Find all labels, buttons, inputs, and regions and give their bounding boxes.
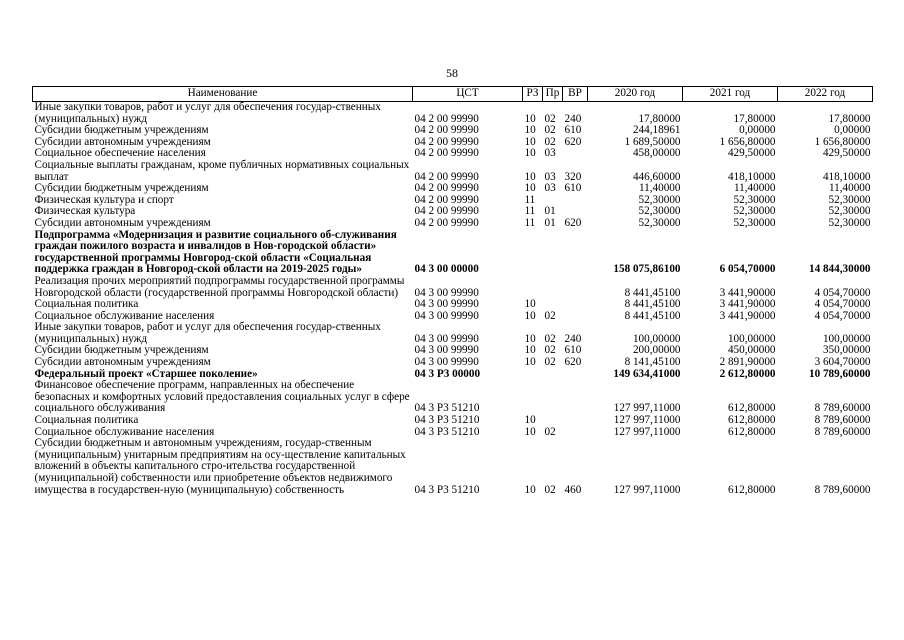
cell-2020: 100,00000 xyxy=(632,332,681,345)
table-row xyxy=(33,276,873,299)
cell-2021: 2 891,90000 xyxy=(719,356,776,369)
cell-2021: 11,40000 xyxy=(733,182,776,195)
cell-rz: 10 xyxy=(524,135,536,148)
cell-pr: 02 xyxy=(544,332,556,345)
cell-2022: 350,00000 xyxy=(822,344,871,357)
cell-pr xyxy=(543,380,563,415)
cell-cst: 04 3 00 99990 xyxy=(414,356,479,369)
cell-2021: 0,00000 xyxy=(739,124,776,137)
cell-vr xyxy=(563,415,588,427)
cell-vr: 240 xyxy=(564,112,582,125)
cell-cst: 04 2 00 99990 xyxy=(414,112,479,125)
cell-vr: 240 xyxy=(564,332,582,345)
header-year-2022: 2022 год xyxy=(778,87,873,102)
cell-2020: 52,30000 xyxy=(638,193,681,206)
cell-2022: 4 054,70000 xyxy=(814,286,871,299)
table-row xyxy=(33,183,873,195)
budget-table xyxy=(32,86,873,496)
cell-rz xyxy=(523,230,543,276)
cell-pr: 02 xyxy=(544,483,556,496)
cell-2020: 8 441,45100 xyxy=(624,309,681,322)
cell-name: Субсидии автономным учреждениям xyxy=(34,356,211,369)
cell-2022: 17,80000 xyxy=(828,112,871,125)
header-year-2020: 2020 год xyxy=(588,87,683,102)
cell-rz: 10 xyxy=(524,344,536,357)
cell-cst: 04 3 00 99990 xyxy=(414,344,479,357)
cell-2022: 8 789,60000 xyxy=(814,414,871,427)
cell-cst: 04 2 00 99990 xyxy=(414,205,479,218)
cell-vr: 610 xyxy=(564,182,582,195)
cell-2022: 0,00000 xyxy=(834,124,871,137)
cell-pr xyxy=(543,415,563,427)
cell-rz: 11 xyxy=(524,193,536,206)
cell-name: Иные закупки товаров, работ и услуг для обеспечения государ-ственных (муниципальных) нужд xyxy=(34,321,381,345)
cell-2022: 3 604,70000 xyxy=(814,356,871,369)
cell-name: Физическая культура xyxy=(34,205,136,218)
cell-cst: 04 2 00 99990 xyxy=(414,135,479,148)
cell-2020: 8 441,45100 xyxy=(624,298,681,311)
cell-cst: 04 3 00 99990 xyxy=(414,298,479,311)
cell-2021: 418,10000 xyxy=(727,170,776,183)
cell-2020: 244,18961 xyxy=(632,124,681,137)
cell-name: Федеральный проект «Старшее поколение» xyxy=(34,367,258,380)
cell-name: Социальная политика xyxy=(34,298,139,311)
cell-vr xyxy=(563,311,588,323)
cell-vr: 460 xyxy=(564,483,582,496)
cell-2022: 4 054,70000 xyxy=(814,298,871,311)
cell-2020: 127 997,11000 xyxy=(613,414,681,427)
cell-name: Иные закупки товаров, работ и услуг для обеспечения государ-ственных (муниципальных) нужд xyxy=(34,101,381,125)
cell-rz: 10 xyxy=(524,124,536,137)
cell-pr: 01 xyxy=(544,205,556,218)
cell-rz: 10 xyxy=(524,332,536,345)
header-rz: РЗ xyxy=(523,87,543,102)
cell-2021: 6 054,70000 xyxy=(719,263,776,276)
table-row xyxy=(33,160,873,183)
header-cst: ЦСТ xyxy=(413,87,523,102)
cell-vr: 610 xyxy=(564,344,582,357)
cell-rz: 10 xyxy=(524,309,536,322)
cell-pr: 02 xyxy=(544,344,556,357)
cell-2022: 4 054,70000 xyxy=(814,309,871,322)
cell-pr xyxy=(543,276,563,299)
cell-2021: 612,80000 xyxy=(727,425,776,438)
table-row xyxy=(33,322,873,345)
cell-vr: 620 xyxy=(564,356,582,369)
table-row xyxy=(33,438,873,496)
cell-2022: 52,30000 xyxy=(828,193,871,206)
cell-cst: 04 3 P3 51210 xyxy=(414,425,480,438)
table-body xyxy=(33,102,873,497)
cell-name: Субсидии бюджетным и автономным учреждениям, государ-ственным (муниципальным) унитарным предприятиям на осу-ществление капитальных вложений в объекты капитального стро-ительства государственной (муниципальной) собственности или приобретение объектов недвижимого имущества в государствен-ную (муниципальную) собственность xyxy=(34,437,406,496)
cell-cst: 04 3 00 99990 xyxy=(414,309,479,322)
cell-2022: 52,30000 xyxy=(828,216,871,229)
cell-2021: 612,80000 xyxy=(727,402,776,415)
table-row xyxy=(33,357,873,369)
cell-cst: 04 3 00 99990 xyxy=(414,332,479,345)
cell-rz: 11 xyxy=(524,205,536,218)
header-pr: Пр xyxy=(543,87,563,102)
cell-name: Социальная политика xyxy=(34,414,139,427)
cell-cst: 04 2 00 99990 xyxy=(414,193,479,206)
cell-2022: 1 656,80000 xyxy=(814,135,871,148)
cell-2021: 52,30000 xyxy=(733,193,776,206)
cell-vr xyxy=(563,427,588,439)
cell-vr xyxy=(563,230,588,276)
cell-2021: 1 656,80000 xyxy=(719,135,776,148)
cell-name: Подпрограмма «Модернизация и развитие социального об-служивания граждан пожилого возраста и инвалидов в Нов-городской области» государственной программы Новгород-ской области «Социальная поддержка граждан в Новгород-ской области на 2019-2025 годы» xyxy=(34,228,397,276)
header-year-2021: 2021 год xyxy=(683,87,778,102)
cell-pr: 02 xyxy=(544,425,556,438)
cell-rz xyxy=(523,380,543,415)
cell-2021: 450,00000 xyxy=(727,344,776,357)
cell-vr xyxy=(563,195,588,207)
cell-pr: 03 xyxy=(544,170,556,183)
cell-name: Социальные выплаты гражданам, кроме публичных нормативных социальных выплат xyxy=(34,158,410,183)
cell-2020: 446,60000 xyxy=(632,170,681,183)
cell-pr: 03 xyxy=(544,182,556,195)
cell-vr: 620 xyxy=(564,216,582,229)
cell-rz: 10 xyxy=(524,483,536,496)
table-header-row xyxy=(33,87,873,102)
cell-2022: 10 789,60000 xyxy=(808,367,871,380)
cell-2021: 52,30000 xyxy=(733,205,776,218)
cell-2021: 3 441,90000 xyxy=(719,298,776,311)
cell-name: Субсидии бюджетным учреждениям xyxy=(34,124,209,137)
cell-2022: 11,40000 xyxy=(828,182,871,195)
cell-rz: 10 xyxy=(524,356,536,369)
cell-cst: 04 3 00 00000 xyxy=(414,263,479,276)
cell-2020: 458,00000 xyxy=(632,147,681,160)
cell-rz: 10 xyxy=(524,112,536,125)
cell-2020: 127 997,11000 xyxy=(613,483,681,496)
cell-pr: 02 xyxy=(544,124,556,137)
cell-2020: 52,30000 xyxy=(638,216,681,229)
cell-2021: 612,80000 xyxy=(727,483,776,496)
cell-rz: 10 xyxy=(524,182,536,195)
table-row xyxy=(33,415,873,427)
header-vr: ВР xyxy=(563,87,588,102)
cell-cst: 04 2 00 99990 xyxy=(414,216,479,229)
cell-pr: 02 xyxy=(544,112,556,125)
cell-rz: 10 xyxy=(524,170,536,183)
cell-2021: 612,80000 xyxy=(727,414,776,427)
table-row xyxy=(33,230,873,276)
cell-cst: 04 3 P3 51210 xyxy=(414,402,480,415)
cell-2021: 3 441,90000 xyxy=(719,286,776,299)
cell-rz: 10 xyxy=(524,414,536,427)
table-row xyxy=(33,102,873,126)
cell-cst: 04 2 00 99990 xyxy=(414,147,479,160)
cell-rz: 11 xyxy=(524,216,536,229)
cell-2021: 17,80000 xyxy=(733,112,776,125)
cell-2020: 52,30000 xyxy=(638,205,681,218)
cell-rz xyxy=(523,369,543,381)
cell-cst: 04 3 P3 51210 xyxy=(414,414,480,427)
cell-2020: 158 075,86100 xyxy=(613,263,681,276)
cell-2020: 200,00000 xyxy=(632,344,681,357)
cell-vr xyxy=(563,369,588,381)
cell-2020: 127 997,11000 xyxy=(613,425,681,438)
cell-2020: 11,40000 xyxy=(638,182,681,195)
cell-pr: 01 xyxy=(544,216,556,229)
cell-2022: 14 844,30000 xyxy=(808,263,871,276)
cell-name: Физическая культура и спорт xyxy=(34,193,174,206)
cell-vr: 620 xyxy=(564,135,582,148)
cell-name: Финансовое обеспечение программ, направленных на обеспечение безопасных и комфортных условий предоставления социальных услуг в сфере социального обслуживания xyxy=(34,379,410,415)
table-row xyxy=(33,218,873,230)
cell-2022: 8 789,60000 xyxy=(814,402,871,415)
cell-2020: 149 634,41000 xyxy=(613,367,681,380)
cell-2021: 52,30000 xyxy=(733,216,776,229)
cell-vr xyxy=(563,276,588,299)
cell-2021: 3 441,90000 xyxy=(719,309,776,322)
cell-2022: 418,10000 xyxy=(822,170,871,183)
page-number: 58 xyxy=(446,66,458,80)
cell-cst: 04 3 P3 51210 xyxy=(414,483,480,496)
table-row xyxy=(33,299,873,311)
cell-2020: 127 997,11000 xyxy=(613,402,681,415)
cell-name: Социальное обслуживание населения xyxy=(34,309,215,322)
cell-2020: 17,80000 xyxy=(638,112,681,125)
cell-name: Субсидии автономным учреждениям xyxy=(34,135,211,148)
cell-pr: 02 xyxy=(544,356,556,369)
cell-name: Социальное обеспечение населения xyxy=(34,147,206,160)
cell-name: Субсидии бюджетным учреждениям xyxy=(34,344,209,357)
cell-2020: 1 689,50000 xyxy=(624,135,681,148)
cell-2021: 429,50000 xyxy=(727,147,776,160)
cell-vr xyxy=(563,148,588,160)
header-name: Наименование xyxy=(33,87,413,102)
cell-pr: 03 xyxy=(544,147,556,160)
cell-name: Социальное обслуживание населения xyxy=(34,425,215,438)
cell-rz xyxy=(523,276,543,299)
cell-cst: 04 3 P3 00000 xyxy=(414,367,481,380)
cell-pr: 02 xyxy=(544,135,556,148)
cell-pr xyxy=(543,299,563,311)
cell-name: Субсидии бюджетным учреждениям xyxy=(34,182,209,195)
cell-pr xyxy=(543,369,563,381)
cell-2022: 8 789,60000 xyxy=(814,425,871,438)
cell-cst: 04 2 00 99990 xyxy=(414,170,479,183)
cell-rz: 10 xyxy=(524,425,536,438)
cell-2020: 8 141,45100 xyxy=(624,356,681,369)
cell-cst: 04 2 00 99990 xyxy=(414,182,479,195)
cell-rz: 10 xyxy=(524,147,536,160)
cell-2022: 8 789,60000 xyxy=(814,483,871,496)
cell-2020: 8 441,45100 xyxy=(624,286,681,299)
table-row xyxy=(33,380,873,415)
cell-2022: 100,00000 xyxy=(822,332,871,345)
cell-2022: 52,30000 xyxy=(828,205,871,218)
cell-vr xyxy=(563,299,588,311)
cell-vr: 320 xyxy=(564,170,582,183)
cell-2022: 429,50000 xyxy=(822,147,871,160)
cell-pr: 02 xyxy=(544,309,556,322)
cell-pr xyxy=(543,230,563,276)
cell-vr xyxy=(563,380,588,415)
cell-vr: 610 xyxy=(564,124,582,137)
cell-2021: 2 612,80000 xyxy=(719,367,776,380)
cell-rz: 10 xyxy=(524,298,536,311)
cell-cst: 04 3 00 99990 xyxy=(414,286,479,299)
cell-name: Субсидии автономным учреждениям xyxy=(34,216,211,229)
cell-cst: 04 2 00 99990 xyxy=(414,124,479,137)
cell-name: Реализация прочих мероприятий подпрограммы государственной программы Новгородской области (государственной программы Новгородской области) xyxy=(34,274,405,299)
cell-2021: 100,00000 xyxy=(727,332,776,345)
